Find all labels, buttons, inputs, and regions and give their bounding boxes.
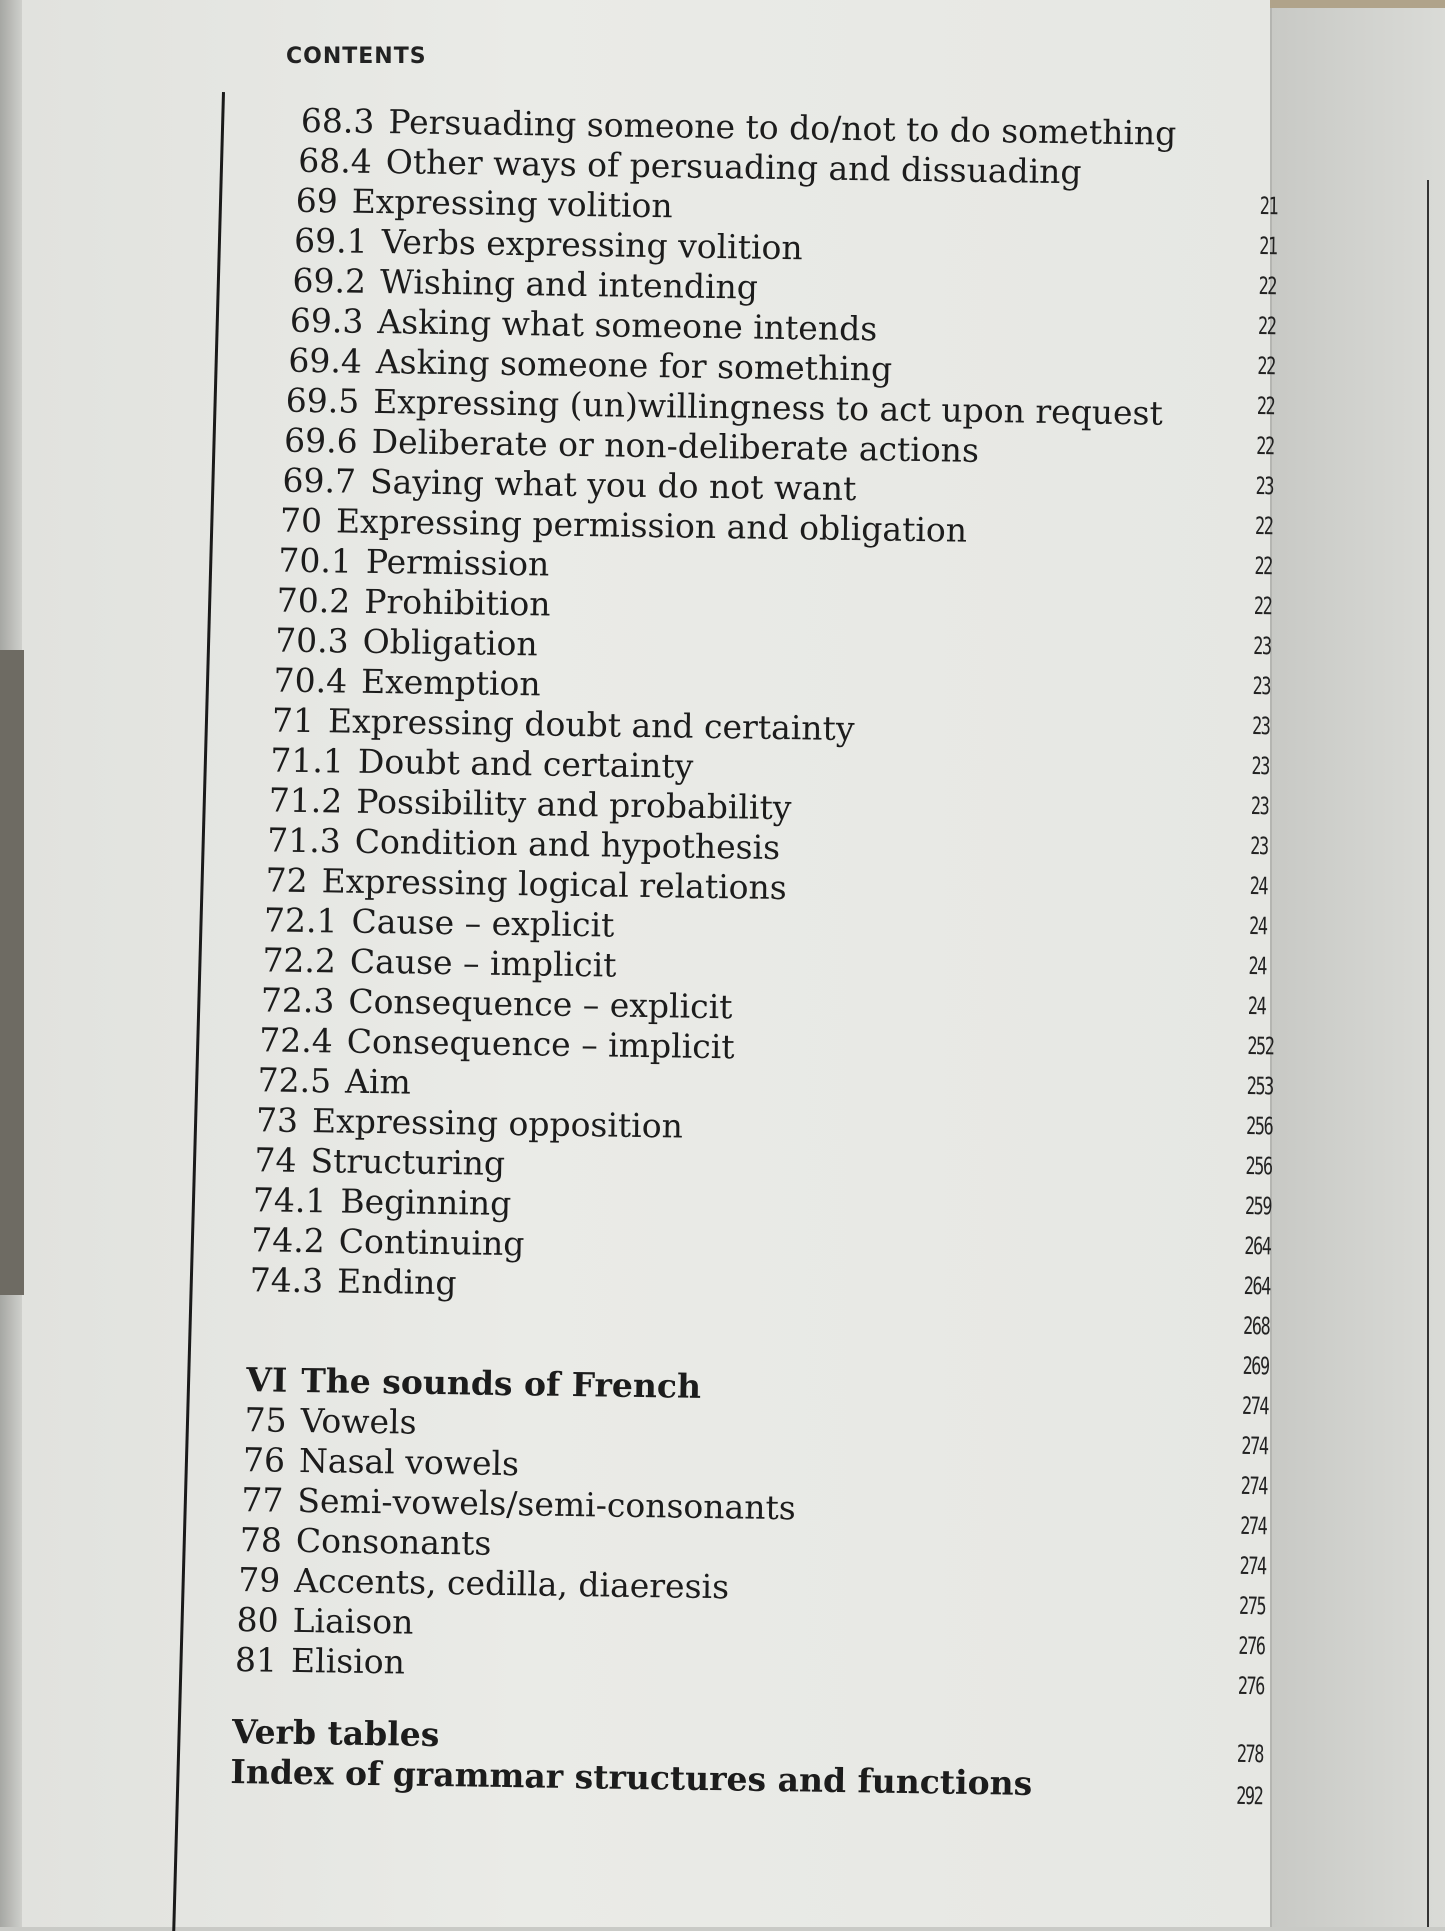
toc-entry: 72.4 Consequence – implicit <box>259 1020 735 1067</box>
page-number: 23 <box>1250 831 1268 861</box>
page-number: 256 <box>1245 1111 1273 1141</box>
page-number: 24 <box>1248 911 1267 941</box>
toc-entry: 70.4 Exemption <box>273 660 541 704</box>
toc-entry: 71.2 Possibility and probability <box>268 780 792 828</box>
page-number: 274 <box>1239 1551 1266 1581</box>
toc-entry: 79 Accents, cedilla, diaeresis <box>238 1560 730 1607</box>
toc-entry: 69.2 Wishing and intending <box>292 260 759 307</box>
toc-entry: 71 Expressing doubt and certainty <box>271 700 855 749</box>
page-number: 278 <box>1236 1739 1264 1769</box>
page-number: 292 <box>1235 1781 1263 1811</box>
toc-section-heading: VI The sounds of French <box>245 1360 702 1406</box>
page-number: 23 <box>1251 712 1270 741</box>
page-number: 22 <box>1256 432 1274 461</box>
page-number: 264 <box>1244 1231 1271 1261</box>
page-number: 23 <box>1250 791 1269 821</box>
toc-entry: 70 Expressing permission and obligation <box>279 500 968 550</box>
page-number: 22 <box>1258 272 1277 301</box>
toc-entry: 74.2 Continuing <box>251 1220 525 1264</box>
toc-section-heading: Verb tables <box>231 1711 440 1755</box>
page-number: 22 <box>1256 392 1275 421</box>
toc-entry: 80 Liaison <box>236 1600 414 1642</box>
page-number: 269 <box>1242 1351 1269 1381</box>
page-number: 276 <box>1237 1671 1265 1701</box>
page-number: 22 <box>1257 312 1276 341</box>
page-number: 264 <box>1243 1271 1271 1301</box>
page-number: 22 <box>1254 512 1273 541</box>
toc-entry: 72 Expressing logical relations <box>265 860 788 908</box>
page-number: 274 <box>1239 1511 1267 1541</box>
toc-entry: 70.2 Prohibition <box>276 580 551 624</box>
toc-entry: 71.3 Condition and hypothesis <box>266 820 781 868</box>
page-number: 252 <box>1247 1031 1274 1061</box>
page-number: 274 <box>1240 1471 1268 1501</box>
page-header: CONTENTS <box>286 44 427 69</box>
page-number: 22 <box>1254 552 1273 581</box>
page-number: 24 <box>1248 951 1267 981</box>
toc-entry: 69.1 Verbs expressing volition <box>293 220 803 268</box>
toc-entry: 75 Vowels <box>244 1400 417 1442</box>
page-number: 23 <box>1255 472 1274 501</box>
toc-entry: 74.3 Ending <box>249 1260 457 1303</box>
toc-entry: 69.4 Asking someone for something <box>288 340 893 389</box>
toc-entry: 68.4 Other ways of persuading and dissuading <box>298 140 1082 192</box>
toc-entry: 74 Structuring <box>254 1140 506 1183</box>
page-number: 23 <box>1251 751 1270 781</box>
page-number: 256 <box>1245 1151 1272 1181</box>
toc-entry: 69 Expressing volition <box>295 180 673 226</box>
page-number: 274 <box>1241 1391 1269 1421</box>
toc-entry: 73 Expressing opposition <box>255 1100 684 1146</box>
page-number: 21 <box>1258 232 1277 261</box>
page-number: 253 <box>1246 1071 1274 1101</box>
toc-entry: 72.5 Aim <box>257 1060 412 1102</box>
page-number: 276 <box>1238 1631 1265 1661</box>
toc-entry: 70.1 Permission <box>278 540 550 584</box>
toc-entry: 72.3 Consequence – explicit <box>260 980 733 1027</box>
toc-entry: 70.3 Obligation <box>274 620 539 664</box>
toc-entry: 72.1 Cause – explicit <box>263 900 615 945</box>
toc-entry: 69.5 Expressing (un)willingness to act upon request <box>285 380 1164 433</box>
toc-entry: 74.1 Beginning <box>252 1180 512 1224</box>
page-number: 23 <box>1253 632 1271 661</box>
toc-entry: 77 Semi-vowels/semi-consonants <box>241 1480 796 1528</box>
toc-entry: 72.2 Cause – implicit <box>262 940 617 985</box>
page-number: 22 <box>1253 592 1272 621</box>
page-number: 268 <box>1242 1311 1270 1341</box>
toc-section-heading: Index of grammar structures and functions <box>230 1751 1033 1803</box>
page-number: 23 <box>1252 672 1271 701</box>
toc-entry: 76 Nasal vowels <box>242 1440 520 1484</box>
page-number: 22 <box>1257 352 1276 381</box>
toc-entry: 68.3 Persuading someone to do/not to do something <box>300 100 1177 153</box>
page-number: 24 <box>1249 871 1268 901</box>
toc-entry: 69.3 Asking what someone intends <box>289 300 878 349</box>
toc-entry: 69.7 Saying what you do not want <box>282 460 857 509</box>
toc-entry: 71.1 Doubt and certainty <box>270 740 694 786</box>
page-number: 24 <box>1247 991 1266 1021</box>
toc-entry: 81 Elision <box>234 1640 406 1682</box>
page-number: 21 <box>1259 192 1278 221</box>
page-number: 259 <box>1244 1191 1272 1221</box>
toc-entry: 69.6 Deliberate or non-deliberate actions <box>283 420 980 470</box>
page-number: 274 <box>1241 1431 1268 1461</box>
toc-entry: 78 Consonants <box>239 1520 492 1563</box>
page-number: 275 <box>1238 1591 1266 1621</box>
